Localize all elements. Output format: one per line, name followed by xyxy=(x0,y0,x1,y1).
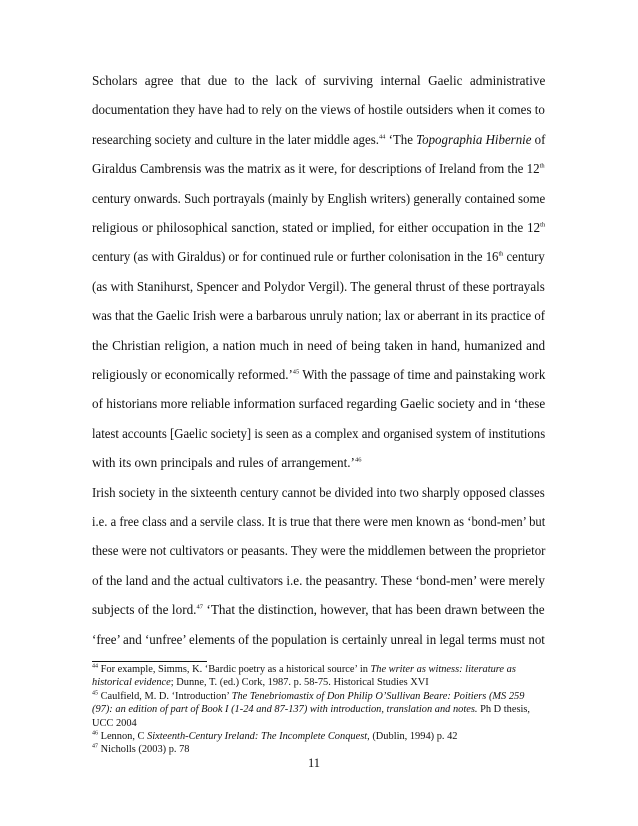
footnote-line xyxy=(92,719,137,729)
text-run: historical evidence xyxy=(92,677,171,689)
text-run: century xyxy=(503,249,545,265)
text-run: Giraldus Cambrensis was the matrix as it were, for descriptions of Ireland from the 12 xyxy=(92,161,540,177)
body-line xyxy=(92,133,545,146)
text-run: century (as with Giraldus) or for continued rule or further colonisation in the 16 xyxy=(92,249,499,265)
body-line xyxy=(92,397,545,410)
text-run: For example, Simms, K. ‘Bardic poetry as a historical source’ in xyxy=(98,664,371,675)
body-line xyxy=(92,339,545,352)
footnote-ref: 44 xyxy=(378,133,386,141)
body-line xyxy=(92,280,545,293)
footnote-ref: 45 xyxy=(92,690,98,697)
body-line xyxy=(92,633,545,646)
text-run: With the passage of time and painstaking work xyxy=(299,367,546,382)
body-line xyxy=(92,456,361,469)
footnote-line xyxy=(92,745,190,755)
body-line xyxy=(92,103,545,116)
body-line xyxy=(92,192,545,205)
text-run: Ph D thesis, xyxy=(477,704,531,716)
footnote-line xyxy=(92,678,429,688)
text-run: , (Dublin, 1994) p. 42 xyxy=(367,731,458,742)
footnote-ref: 46 xyxy=(92,730,98,737)
body-line xyxy=(92,309,545,322)
footnote-ref: 46 xyxy=(354,456,362,464)
text-run: Lennon, C xyxy=(98,731,148,742)
body-line xyxy=(92,515,545,528)
text-run: documentation they have had to rely on the views of hostile outsiders when it comes to xyxy=(92,102,545,118)
text-run: with its own principals and rules of arrangement.’ xyxy=(92,455,355,471)
text-run: subjects of the lord. xyxy=(92,602,197,618)
footnote-line xyxy=(92,665,516,675)
body-line xyxy=(92,74,545,87)
body-line xyxy=(92,221,545,234)
text-run: latest accounts [Gaelic society] is seen as a complex and organised system of institutions xyxy=(92,425,546,441)
text-run: religiously or economically reformed.’ xyxy=(92,367,293,382)
text-run: Nicholls (2003) p. 78 xyxy=(98,744,190,756)
text-run: ; Dunne, T. (ed.) Cork, 1987. p. 58-75. Historical Studies XVI xyxy=(170,677,429,689)
text-run: ‘That the distinction, however, that has been drawn between the xyxy=(202,602,545,618)
text-run: of the land and the actual cultivators i.e. the peasantry. These ‘bond-men’ were merely xyxy=(92,572,545,588)
body-line xyxy=(92,603,545,616)
text-run: ‘The xyxy=(385,131,417,147)
footnote-separator xyxy=(92,661,207,662)
text-run: Topographia Hibernie xyxy=(416,131,532,147)
body-line xyxy=(92,250,545,263)
text-run: The writer as witness: literature as xyxy=(370,664,516,675)
body-line xyxy=(92,427,545,440)
text-run: ‘free’ and ‘unfree’ elements of the population is certainly unreal in legal terms must not xyxy=(92,631,545,647)
footnote-line xyxy=(92,705,530,715)
text-run: i.e. a free class and a servile class. It is true that there were men known as ‘bond-men’ but xyxy=(92,514,546,529)
footnote-ref: 45 xyxy=(292,368,300,376)
text-run: researching society and culture in the later middle ages. xyxy=(92,131,379,147)
text-run: the Christian religion, a nation much in need of being taken in hand, humanized and xyxy=(92,337,546,353)
page-number: 11 xyxy=(308,756,321,770)
body-line xyxy=(92,162,545,175)
text-run: Irish society in the sixteenth century cannot be divided into two sharply opposed classes xyxy=(92,484,545,500)
text-run: of historians more reliable information surfaced regarding Gaelic society and in ‘these xyxy=(92,396,546,412)
footnote-ref: th xyxy=(498,251,504,258)
text-run: Sixteenth-Century Ireland: The Incomplete Conquest xyxy=(147,731,368,742)
text-run: of xyxy=(531,131,546,147)
text-run: (97): an edition of part of Book I (1-24 and 87-137) with introduction, translation and notes. xyxy=(92,704,478,716)
footnote-ref: 44 xyxy=(92,663,98,670)
body-line xyxy=(92,544,545,557)
footnote-ref: 47 xyxy=(92,743,98,750)
text-run: The Tenebriomastix of Don Philip O’Sullivan Beare: Poitiers (MS 259 xyxy=(231,690,525,702)
footnote-line xyxy=(92,732,457,742)
text-run: these were not cultivators or peasants. They were the middlemen between the proprietor xyxy=(92,543,546,559)
footnote-ref: 47 xyxy=(196,603,203,611)
body-line xyxy=(92,574,545,587)
body-line xyxy=(92,368,545,381)
footnote-line xyxy=(92,692,524,702)
text-run: (as with Stanihurst, Spencer and Polydor Vergil). The general thrust of these portrayals xyxy=(92,278,545,294)
text-run: Scholars agree that due to the lack of surviving internal Gaelic administrative xyxy=(92,73,546,88)
text-run: Caulfield, M. D. ‘Introduction’ xyxy=(98,690,232,702)
text-run: was that the Gaelic Irish were a barbarous unruly nation; lax or aberrant in its practice of xyxy=(92,308,545,324)
text-run: religious or philosophical sanction, stated or implied, for either occupation in the 12 xyxy=(92,220,541,235)
text-run: UCC 2004 xyxy=(92,717,137,729)
footnote-ref: th xyxy=(540,221,546,229)
body-line xyxy=(92,486,545,499)
footnote-ref: th xyxy=(539,162,545,170)
text-run: century onwards. Such portrayals (mainly by English writers) generally contained some xyxy=(92,190,546,206)
